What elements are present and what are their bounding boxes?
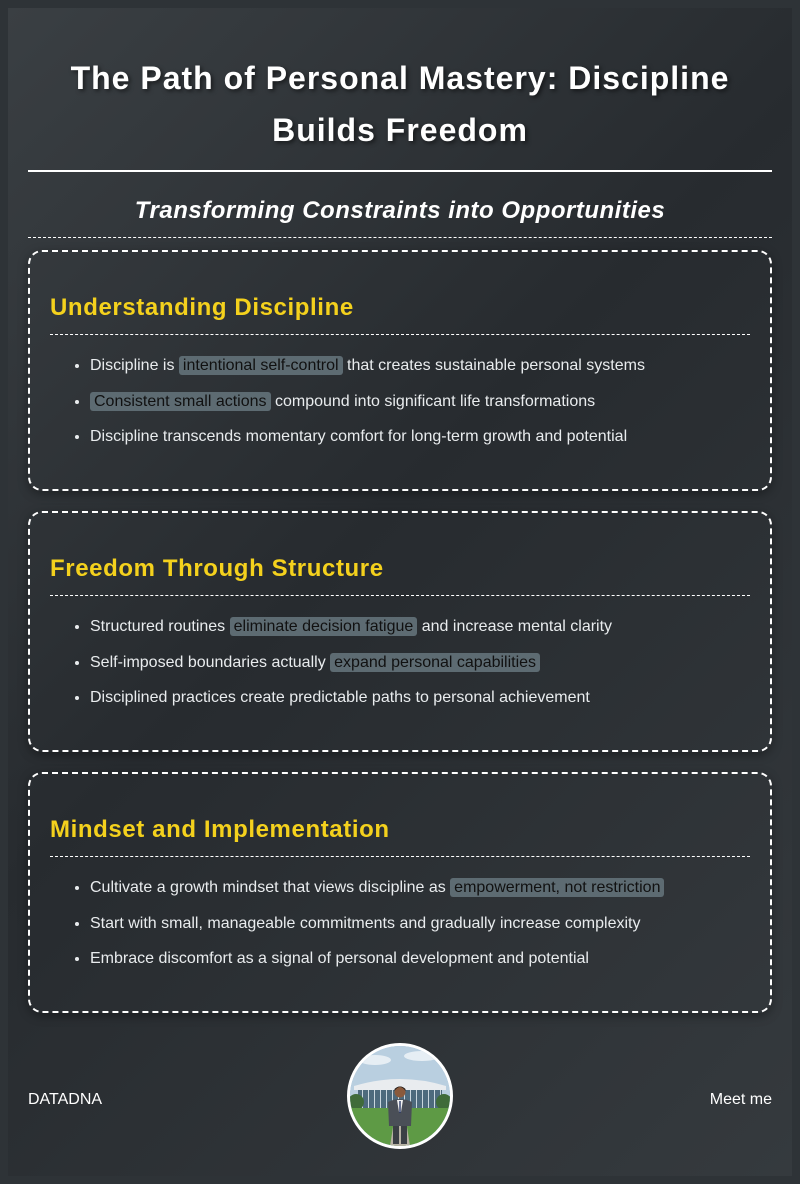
list-item bbox=[90, 652, 750, 674]
list-item bbox=[90, 426, 750, 448]
list-item bbox=[90, 687, 750, 709]
list-item bbox=[90, 948, 750, 970]
item-text: Discipline transcends momentary comfort for long-term growth and potential bbox=[90, 428, 628, 445]
list-item bbox=[90, 616, 750, 638]
list-item bbox=[90, 391, 750, 413]
highlight-phrase: empowerment, not restriction bbox=[450, 878, 664, 897]
item-text: Embrace discomfort as a signal of personal development and potential bbox=[90, 950, 589, 967]
avatar[interactable] bbox=[347, 1043, 453, 1149]
item-text: Structured routines bbox=[90, 618, 230, 635]
highlight-phrase: intentional self-control bbox=[179, 356, 343, 375]
page-frame bbox=[8, 8, 792, 1176]
item-text: Disciplined practices create predictable paths to personal achievement bbox=[90, 689, 590, 706]
item-text: and increase mental clarity bbox=[417, 618, 613, 635]
section-card-understanding-discipline bbox=[28, 250, 772, 491]
bullet-list bbox=[50, 616, 750, 709]
highlight-phrase: eliminate decision fatigue bbox=[230, 617, 418, 636]
profile-photo-icon bbox=[350, 1046, 450, 1146]
section-card-mindset-implementation bbox=[28, 772, 772, 1013]
list-item bbox=[90, 877, 750, 899]
item-text: that creates sustainable personal systems bbox=[342, 357, 645, 374]
item-text: Self-imposed boundaries actually bbox=[90, 653, 331, 671]
item-text: Start with small, manageable commitments and gradually increase complexity bbox=[90, 914, 641, 932]
meet-me-link[interactable]: Meet me bbox=[709, 1091, 772, 1108]
page-title: The Path of Personal Mastery: Discipline Builds Freedom bbox=[70, 60, 730, 148]
bullet-list bbox=[50, 355, 750, 448]
item-text: compound into significant life transformations bbox=[270, 392, 596, 410]
highlight-phrase: expand personal capabilities bbox=[330, 653, 540, 672]
title-divider bbox=[28, 170, 772, 172]
item-text: Discipline is bbox=[90, 357, 179, 374]
brand-name: DATADNA bbox=[28, 1091, 103, 1108]
section-heading: Understanding Discipline bbox=[50, 252, 750, 335]
page-subtitle: Transforming Constraints into Opportunities bbox=[28, 197, 772, 238]
bullet-list bbox=[50, 877, 750, 970]
list-item bbox=[90, 355, 750, 377]
list-item bbox=[90, 913, 750, 935]
item-text: Cultivate a growth mindset that views discipline as bbox=[90, 879, 451, 896]
section-card-freedom-through-structure bbox=[28, 511, 772, 752]
highlight-phrase: Consistent small actions bbox=[90, 392, 271, 411]
section-heading: Mindset and Implementation bbox=[50, 774, 750, 857]
section-heading: Freedom Through Structure bbox=[50, 513, 750, 596]
